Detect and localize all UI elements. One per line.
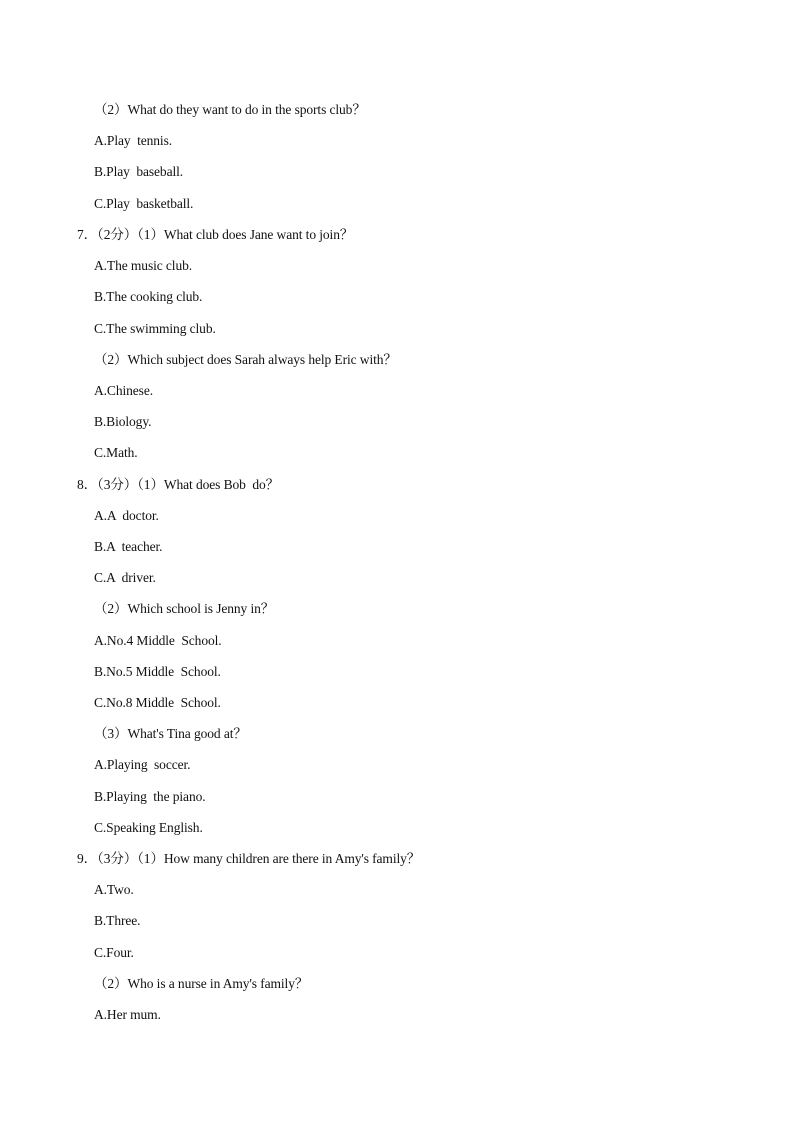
q8-sub1-option-a: A.A doctor.: [94, 508, 159, 523]
q9-sub2-option-a: A.Her mum.: [94, 1007, 161, 1022]
q8-sub1-option-c: C.A driver.: [94, 570, 156, 585]
q7-sub1-option-b: B.The cooking club.: [94, 289, 203, 304]
q6-sub2-option-b: B.Play baseball.: [94, 164, 184, 179]
q7-heading: 7．（2分）（1）What club does Jane want to join？: [77, 227, 354, 242]
q8-sub2-option-a: A.No.4 Middle School.: [94, 633, 222, 648]
q6-sub2-option-c: C.Play basketball.: [94, 196, 194, 211]
q6-sub2-option-a: A.Play tennis.: [94, 133, 172, 148]
q9-sub1-option-c: C.Four.: [94, 945, 134, 960]
q8-sub2-option-b: B.No.5 Middle School.: [94, 664, 221, 679]
q7-sub1-option-c: C.The swimming club.: [94, 321, 216, 336]
q8-sub3-option-c: C.Speaking English.: [94, 820, 203, 835]
q7-sub2-option-b: B.Biology.: [94, 414, 152, 429]
q7-sub1-option-a: A.The music club.: [94, 258, 193, 273]
q8-sub3-option-a: A.Playing soccer.: [94, 757, 191, 772]
q9-sub2-question: （2）Who is a nurse in Amy's family？: [94, 976, 309, 991]
q7-sub2-option-c: C.Math.: [94, 445, 138, 460]
q9-sub1-option-a: A.Two.: [94, 882, 134, 897]
q9-sub1-option-b: B.Three.: [94, 913, 141, 928]
q7-sub2-option-a: A.Chinese.: [94, 383, 153, 398]
q8-sub2-option-c: C.No.8 Middle School.: [94, 695, 221, 710]
q7-sub2-question: （2）Which subject does Sarah always help Eric with？: [94, 352, 397, 367]
q8-heading: 8．（3分）（1）What does Bob do？: [77, 477, 280, 492]
q9-heading: 9．（3分）（1）How many children are there in Amy's family？: [77, 851, 421, 866]
q8-sub2-question: （2）Which school is Jenny in？: [94, 601, 275, 616]
q6-sub2-question: （2）What do they want to do in the sports club？: [94, 102, 366, 117]
q8-sub3-option-b: B.Playing the piano.: [94, 789, 206, 804]
q8-sub3-question: （3）What's Tina good at？: [94, 726, 247, 741]
q8-sub1-option-b: B.A teacher.: [94, 539, 163, 554]
